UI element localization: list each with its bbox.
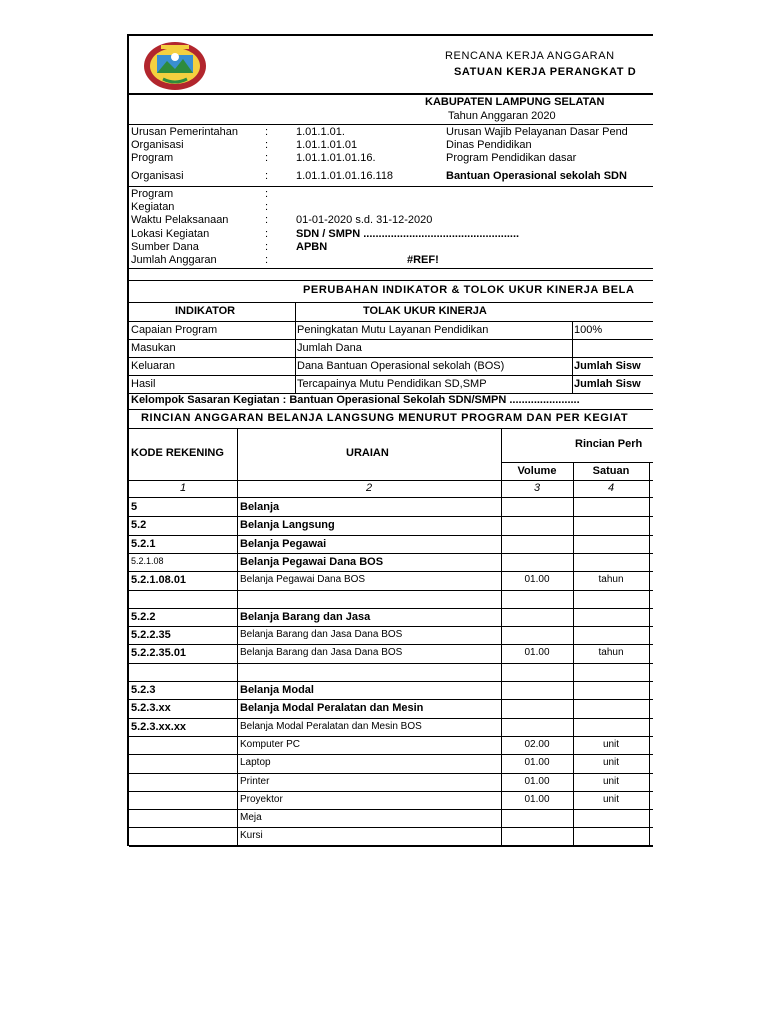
row-divider bbox=[129, 681, 653, 682]
grid-line bbox=[573, 462, 574, 845]
detail-colon: : bbox=[265, 214, 269, 226]
grid-line bbox=[295, 302, 296, 393]
info-label: Urusan Pemerintahan bbox=[131, 126, 239, 138]
detail-label: Kegiatan bbox=[131, 201, 175, 213]
info-desc: Dinas Pendidikan bbox=[446, 139, 532, 151]
row-divider bbox=[129, 846, 653, 847]
uraian-cell: Belanja Barang dan Jasa bbox=[240, 610, 371, 623]
row-divider bbox=[129, 516, 653, 517]
row-divider bbox=[129, 553, 653, 554]
satuan-cell: unit bbox=[602, 775, 620, 787]
divider bbox=[129, 268, 653, 269]
uraian-cell: Proyektor bbox=[240, 793, 283, 805]
tolok-ukur: Dana Bantuan Operasional sekolah (BOS) bbox=[297, 360, 505, 372]
col-number: 2 bbox=[365, 482, 373, 494]
divider bbox=[129, 321, 653, 322]
info-code: 1.01.1.01. bbox=[296, 126, 345, 138]
divider bbox=[129, 480, 653, 481]
grid-line bbox=[649, 462, 650, 845]
doc-title-2: SATUAN KERJA PERANGKAT D bbox=[454, 66, 637, 78]
detail-label: Jumlah Anggaran bbox=[131, 254, 217, 266]
divider bbox=[129, 339, 653, 340]
col-uraian: URAIAN bbox=[346, 447, 389, 459]
row-divider bbox=[129, 736, 653, 737]
uraian-cell: Komputer PC bbox=[240, 738, 301, 750]
uraian-cell: Meja bbox=[240, 812, 262, 824]
info-colon: : bbox=[265, 152, 269, 164]
uraian-cell: Belanja Pegawai bbox=[240, 537, 327, 550]
col-number: 1 bbox=[179, 482, 187, 494]
satuan-cell: unit bbox=[602, 793, 620, 805]
detail-value: 01-01-2020 s.d. 31-12-2020 bbox=[296, 214, 433, 226]
divider bbox=[129, 280, 653, 281]
tahun-anggaran: Tahun Anggaran 2020 bbox=[448, 110, 556, 122]
kode-rekening-cell: 5.2 bbox=[131, 519, 147, 532]
satuan-cell: unit bbox=[602, 738, 620, 750]
detail-colon: : bbox=[265, 254, 269, 266]
row-divider bbox=[129, 535, 653, 536]
satuan-cell: tahun bbox=[598, 574, 624, 586]
row-divider bbox=[129, 663, 653, 664]
detail-label: Lokasi Kegiatan bbox=[131, 228, 210, 240]
info-label: Organisasi bbox=[131, 139, 184, 151]
tolok-ukur: Jumlah Dana bbox=[297, 342, 362, 354]
uraian-cell: Belanja Modal Peralatan dan Mesin BOS bbox=[240, 720, 422, 732]
col-indikator: INDIKATOR bbox=[175, 305, 236, 317]
kode-rekening-cell: 5.2.2.35.01 bbox=[131, 647, 187, 660]
volume-cell: 01.00 bbox=[524, 793, 550, 805]
kode-rekening-cell: 5.2.3.xx bbox=[131, 702, 171, 715]
indikator-name: Keluaran bbox=[131, 360, 176, 372]
detail-colon: : bbox=[265, 201, 269, 213]
uraian-cell: Belanja Modal bbox=[240, 684, 314, 696]
uraian-cell: Belanja Barang dan Jasa Dana BOS bbox=[240, 629, 403, 641]
indikator-name: Capaian Program bbox=[131, 324, 218, 336]
detail-label: Sumber Dana bbox=[131, 241, 199, 253]
info-colon: : bbox=[265, 126, 269, 138]
row-divider bbox=[129, 754, 653, 755]
kode-rekening-cell: 5.2.1 bbox=[131, 537, 156, 550]
uraian-cell: Printer bbox=[240, 775, 270, 787]
target-kinerja: 100% bbox=[574, 324, 603, 336]
uraian-cell: Belanja Pegawai Dana BOS bbox=[240, 574, 366, 586]
indikator-name: Masukan bbox=[131, 342, 176, 354]
row-divider bbox=[129, 699, 653, 700]
tolok-ukur: Peningkatan Mutu Layanan Pendidikan bbox=[297, 324, 489, 336]
volume-cell: 01.00 bbox=[524, 757, 550, 769]
uraian-cell: Kursi bbox=[240, 830, 263, 842]
rincian-title: RINCIAN ANGGARAN BELANJA LANGSUNG MENURUT PROGRAM DAN PER KEGIAT bbox=[141, 412, 629, 424]
col-volume: Volume bbox=[517, 465, 557, 477]
detail-colon: : bbox=[265, 228, 269, 240]
row-divider bbox=[129, 773, 653, 774]
divider bbox=[129, 375, 653, 376]
row-divider bbox=[129, 590, 653, 591]
kelompok-sasaran: Kelompok Sasaran Kegiatan : Bantuan Operasional Sekolah SDN/SMPN ....................... bbox=[131, 394, 580, 406]
volume-cell: 01.00 bbox=[524, 775, 550, 787]
detail-label: Program bbox=[131, 188, 174, 200]
indikator-name: Hasil bbox=[131, 378, 156, 390]
info-code: 1.01.1.01.01.16.118 bbox=[296, 170, 394, 182]
target-kinerja: Jumlah Sisw bbox=[574, 378, 641, 390]
kode-rekening-cell: 5.2.2 bbox=[131, 610, 156, 623]
info-colon: : bbox=[265, 170, 269, 182]
col-tolok-ukur: TOLAK UKUR KINERJA bbox=[363, 305, 487, 317]
row-divider bbox=[129, 571, 653, 572]
divider bbox=[129, 124, 653, 125]
info-desc: Urusan Wajib Pelayanan Dasar Pend bbox=[446, 126, 628, 138]
col-number: 3 bbox=[533, 482, 541, 494]
uraian-cell: Belanja Modal Peralatan dan Mesin bbox=[240, 702, 424, 715]
divider bbox=[129, 357, 653, 358]
detail-colon: : bbox=[265, 188, 269, 200]
doc-title-1: RENCANA KERJA ANGGARAN bbox=[445, 50, 615, 62]
volume-cell: 02.00 bbox=[524, 738, 550, 750]
info-code: 1.01.1.01.01.16. bbox=[296, 152, 376, 164]
grid-line bbox=[237, 428, 238, 845]
kode-rekening-cell: 5.2.3 bbox=[131, 684, 156, 696]
detail-value: SDN / SMPN ................................................... bbox=[296, 228, 520, 240]
kode-rekening-cell: 5.2.3.xx.xx bbox=[131, 720, 187, 733]
kode-rekening-cell: 5 bbox=[131, 501, 138, 513]
row-divider bbox=[129, 626, 653, 627]
uraian-cell: Belanja Langsung bbox=[240, 519, 335, 532]
row-divider bbox=[129, 809, 653, 810]
kode-rekening-cell: 5.2.2.35 bbox=[131, 629, 171, 642]
row-divider bbox=[129, 644, 653, 645]
row-divider bbox=[129, 718, 653, 719]
uraian-cell: Belanja Barang dan Jasa Dana BOS bbox=[240, 647, 403, 659]
divider bbox=[129, 497, 653, 498]
indikator-section-title: PERUBAHAN INDIKATOR & TOLOK UKUR KINERJA BELA bbox=[303, 284, 635, 296]
row-divider bbox=[129, 608, 653, 609]
kode-rekening-cell: 5.2.1.08 bbox=[131, 555, 164, 566]
detail-value: APBN bbox=[296, 241, 328, 253]
divider bbox=[129, 409, 653, 410]
divider bbox=[129, 93, 653, 95]
grid-line bbox=[501, 428, 502, 845]
regency-emblem-icon bbox=[143, 41, 207, 91]
col-satuan: Satuan bbox=[592, 465, 630, 477]
volume-cell: 01.00 bbox=[524, 647, 550, 659]
info-label: Organisasi bbox=[131, 170, 184, 182]
row-divider bbox=[129, 791, 653, 792]
kode-rekening-cell: 5.2.1.08.01 bbox=[131, 574, 187, 587]
divider bbox=[129, 302, 653, 303]
info-desc: Bantuan Operasional sekolah SDN bbox=[446, 170, 627, 182]
col-rincian-perhitungan: Rincian Perh bbox=[575, 438, 643, 450]
detail-colon: : bbox=[265, 241, 269, 253]
tolok-ukur: Tercapainya Mutu Pendidikan SD,SMP bbox=[297, 378, 487, 390]
grid-line bbox=[572, 321, 573, 393]
satuan-cell: tahun bbox=[598, 647, 624, 659]
uraian-cell: Belanja bbox=[240, 501, 280, 513]
col-number: 4 bbox=[607, 482, 615, 494]
kabupaten-title: KABUPATEN LAMPUNG SELATAN bbox=[425, 96, 605, 108]
divider bbox=[129, 186, 653, 187]
info-colon: : bbox=[265, 139, 269, 151]
divider bbox=[501, 462, 653, 463]
divider bbox=[129, 428, 653, 429]
info-desc: Program Pendidikan dasar bbox=[446, 152, 577, 164]
col-kode-rekening: KODE REKENING bbox=[131, 447, 224, 459]
info-code: 1.01.1.01.01 bbox=[296, 139, 358, 151]
volume-cell: 01.00 bbox=[524, 574, 550, 586]
uraian-cell: Belanja Pegawai Dana BOS bbox=[240, 555, 384, 568]
row-divider bbox=[129, 827, 653, 828]
detail-label: Waktu Pelaksanaan bbox=[131, 214, 229, 226]
info-label: Program bbox=[131, 152, 174, 164]
detail-value: #REF! bbox=[407, 254, 439, 266]
target-kinerja: Jumlah Sisw bbox=[574, 360, 641, 372]
rka-sheet bbox=[127, 34, 653, 846]
satuan-cell: unit bbox=[602, 757, 620, 769]
uraian-cell: Laptop bbox=[240, 757, 271, 769]
